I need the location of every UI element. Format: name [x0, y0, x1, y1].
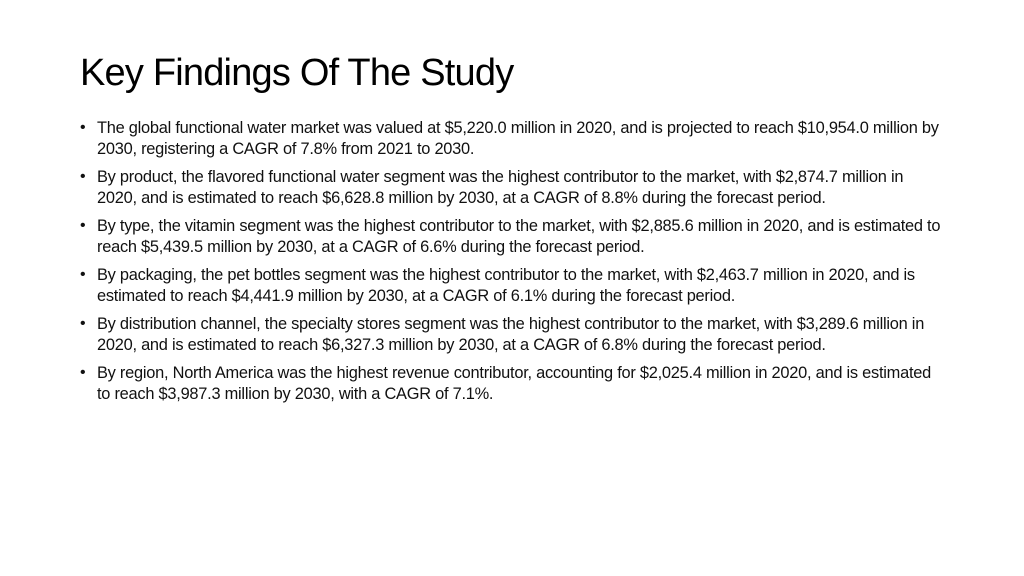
bullet-item: [80, 167, 944, 208]
bullet-icon: •: [80, 315, 86, 332]
bullet-text: By type, the vitamin segment was the highest contributor to the market, with $2,885.6 million in 2020, and is estimated to reach $5,439.5 million by 2030, at a CAGR of 6.6% during the forecast period.: [97, 217, 941, 256]
bullet-icon: •: [80, 168, 86, 185]
bullet-icon: •: [80, 364, 86, 381]
bullet-text: By distribution channel, the specialty stores segment was the highest contributor to the market, with $3,289.6 million in 2020, and is estimated to reach $6,327.3 million by 2030, at a CAGR of 6.8% during the forecast period.: [97, 315, 925, 354]
bullet-text: By packaging, the pet bottles segment was the highest contributor to the market, with $2,463.7 million in 2020, and is estimated to reach $4,441.9 million by 2030, at a CAGR of 6.1% during the forecast period.: [97, 266, 915, 305]
bullet-item: [80, 216, 944, 257]
bullet-list: [80, 118, 944, 412]
bullet-text: By product, the flavored functional water segment was the highest contributor to the market, with $2,874.7 million in 2020, and is estimated to reach $6,628.8 million by 2030, at a CAGR of 8.8% during the forecast period.: [97, 168, 904, 207]
bullet-icon: •: [80, 266, 86, 283]
bullet-item: [80, 314, 944, 355]
slide-title: Key Findings Of The Study: [80, 52, 514, 94]
bullet-text: The global functional water market was valued at $5,220.0 million in 2020, and is projected to reach $10,954.0 million by 2030, registering a CAGR of 7.8% from 2021 to 2030.: [97, 119, 939, 158]
bullet-item: [80, 265, 944, 306]
bullet-icon: •: [80, 119, 86, 136]
bullet-item: [80, 118, 944, 159]
bullet-text: By region, North America was the highest revenue contributor, accounting for $2,025.4 million in 2020, and is estimated to reach $3,987.3 million by 2030, with a CAGR of 7.1%.: [97, 364, 931, 403]
bullet-icon: •: [80, 217, 86, 234]
bullet-item: [80, 363, 944, 404]
